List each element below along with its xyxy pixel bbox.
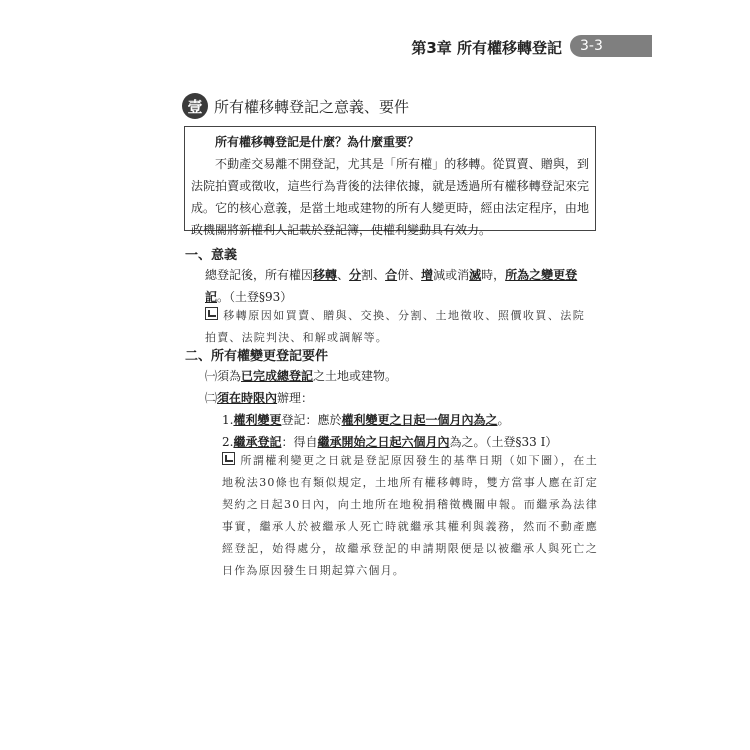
keyword: 繼承登記 — [233, 435, 282, 449]
keyword: 繼承開始之日起六個月內 — [317, 435, 450, 449]
note-icon — [205, 307, 218, 320]
text-fragment: ㈡ — [205, 391, 218, 405]
section-number-badge: 壹 — [182, 93, 208, 119]
note-icon — [222, 452, 235, 465]
text-fragment: 辦理： — [277, 391, 314, 405]
part1-definition-line1 — [205, 266, 577, 283]
keyword: 權利變更 — [233, 413, 282, 427]
section-title — [182, 92, 409, 120]
keyword: 合 — [385, 268, 398, 282]
text-fragment: 減或消 — [433, 268, 470, 282]
part1-definition-line2 — [205, 288, 292, 305]
section-title-text: 所有權移轉登記之意義、要件 — [214, 97, 410, 116]
note-text: 移轉原因如買賣、贈與、交換、分割、土地徵收、照價收買、法院拍賣、法院判決、和解或調解等。 — [205, 309, 585, 344]
chapter-title: 第3章 所有權移轉登記 — [411, 39, 562, 57]
text-fragment: 為之。（土登§33 I） — [449, 435, 558, 449]
text-fragment: ：得自 — [281, 435, 318, 449]
part2-heading: 二、所有權變更登記要件 — [185, 349, 329, 364]
text-fragment: 時， — [481, 268, 506, 282]
part2-subitem2 — [222, 433, 557, 450]
part1-note — [205, 305, 585, 349]
text-fragment: ㈠須為 — [205, 369, 242, 383]
keyword: 所為之變更登 — [505, 268, 578, 282]
text-fragment: 。 — [497, 413, 510, 427]
part2-item1 — [205, 367, 397, 384]
part2-note — [222, 450, 598, 582]
keyword: 增 — [421, 268, 434, 282]
text-fragment: 併、 — [397, 268, 422, 282]
note-text: 所謂權利變更之日就是登記原因發生的基準日期（如下圖），在土地稅法30條也有類似規定，土地所有權移轉時，雙方當事人應在訂定契約之日起30日內，向土地所在地稅捐稽徵機關申報。而繼承為法律事實，繼承人於被繼承人死亡時就繼承其權利與義務，然而不動產應經登記，始得處分，故繼承登記的申請期限便是以被繼承人與死亡之日作為原因發生日期起算六個月。 — [222, 454, 598, 577]
text-fragment: 登記：應於 — [281, 413, 342, 427]
text-fragment: 。（土登§93） — [217, 290, 293, 304]
part1-heading: 一、意義 — [185, 248, 238, 263]
text-fragment: 、 — [337, 268, 350, 282]
text-fragment: 之土地或建物。 — [313, 369, 398, 383]
text-fragment: 總登記後，所有權因 — [205, 268, 314, 282]
intro-paragraph: 不動產交易離不開登記，尤其是「所有權」的移轉。從買賣、贈與，到法院拍賣或徵收，這些行為背後的法律依據，就是透過所有權移轉登記來完成。它的核心意義，是當土地或建物的所有人變更時，經由法定程序，由地政機關將新權利人記載於登記簿，使權利變動具有效力。 — [191, 157, 589, 237]
part2-item2 — [205, 389, 313, 406]
keyword: 已完成總登記 — [241, 369, 314, 383]
intro-box — [184, 126, 596, 237]
intro-question: 所有權移轉登記是什麼？為什麼重要？ — [215, 135, 420, 149]
text-fragment: 2. — [222, 435, 234, 449]
keyword: 記 — [205, 290, 218, 304]
text-fragment: 1. — [222, 413, 234, 427]
page-number-badge: 3-3 — [570, 35, 652, 57]
keyword: 滅 — [469, 268, 482, 282]
part2-subitem1 — [222, 411, 510, 428]
keyword: 移轉 — [313, 268, 338, 282]
page-header — [0, 35, 750, 57]
keyword: 須在時限內 — [217, 391, 278, 405]
text-fragment: 割、 — [361, 268, 386, 282]
keyword: 權利變更之日起一個月內為之 — [341, 413, 498, 427]
keyword: 分 — [349, 268, 362, 282]
